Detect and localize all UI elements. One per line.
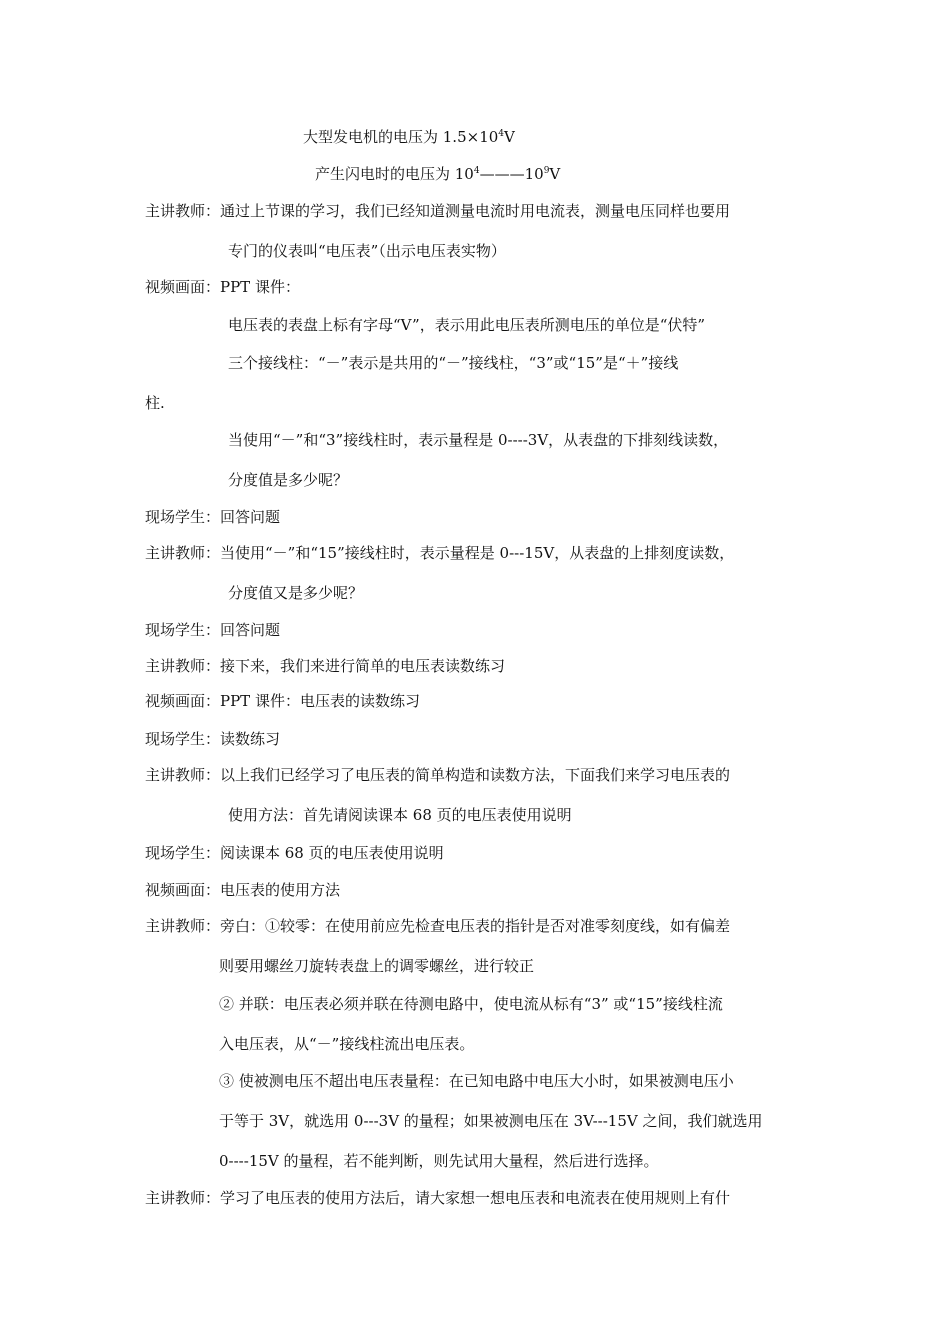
text-line: 主讲教师：学习了电压表的使用方法后，请大家想一想电压表和电流表在使用规则上有什 <box>145 1189 731 1207</box>
text-line: 现场学生：回答问题 <box>145 508 281 526</box>
text-line: 视频画面：PPT 课件：电压表的读数练习 <box>145 692 420 710</box>
text-line: 0----15V 的量程，若不能判断，则先试用大量程，然后进行选择。 <box>219 1152 659 1170</box>
text-line: 现场学生：阅读课本 68 页的电压表使用说明 <box>145 844 444 862</box>
text-line: 当使用“－”和“3”接线柱时，表示量程是 0----3V，从表盘的下排刻线读数， <box>228 431 729 449</box>
text-line: 视频画面：电压表的使用方法 <box>145 881 341 899</box>
text-line: 主讲教师：以上我们已经学习了电压表的简单构造和读数方法，下面我们来学习电压表的 <box>145 766 731 784</box>
text-line: 三个接线柱：“－”表示是共用的“－”接线柱，“3”或“15”是“＋”接线 <box>228 354 679 372</box>
text-line: 入电压表，从“－”接线柱流出电压表。 <box>219 1035 475 1053</box>
text-line: 主讲教师：当使用“－”和“15”接线柱时，表示量程是 0---15V，从表盘的上排刻度读数， <box>145 544 735 562</box>
text-line: 大型发电机的电压为 $1.5\times 10^4V$ <box>303 128 515 146</box>
text-line: 视频画面：PPT 课件： <box>145 278 300 296</box>
text-line: 则要用螺丝刀旋转表盘上的调零螺丝，进行较正 <box>219 957 535 975</box>
text-line: ② 并联：电压表必须并联在待测电路中，使电流从标有“3” 或“15”接线柱流 <box>219 995 723 1013</box>
text-line: 现场学生：读数练习 <box>145 730 281 748</box>
text-line: 使用方法：首先请阅读课本 68 页的电压表使用说明 <box>228 806 572 824</box>
text-line: 主讲教师：旁白：①较零：在使用前应先检查电压表的指针是否对准零刻度线，如有偏差 <box>145 917 731 935</box>
text-line: 主讲教师：通过上节课的学习，我们已经知道测量电流时用电流表，测量电压同样也要用 <box>145 202 731 220</box>
text-line: 电压表的表盘上标有字母“V”，表示用此电压表所测电压的单位是“伏特” <box>228 316 706 334</box>
text-line: ③ 使被测电压不超出电压表量程：在已知电路中电压大小时，如果被测电压小 <box>219 1072 734 1090</box>
text-line: 于等于 3V，就选用 0---3V 的量程；如果被测电压在 3V---15V 之间，我们就选用 <box>219 1112 763 1130</box>
text-line: 柱. <box>145 394 165 412</box>
text-line: 主讲教师：接下来，我们来进行简单的电压表读数练习 <box>145 657 506 675</box>
text-line: 现场学生：回答问题 <box>145 621 281 639</box>
text-line: 分度值是多少呢？ <box>228 471 349 489</box>
text-line: 专门的仪表叫“电压表”（出示电压表实物） <box>228 242 506 260</box>
text-line: 分度值又是多少呢？ <box>228 584 364 602</box>
text-line: 产生闪电时的电压为 $10^4———10^9V$ <box>315 165 561 183</box>
